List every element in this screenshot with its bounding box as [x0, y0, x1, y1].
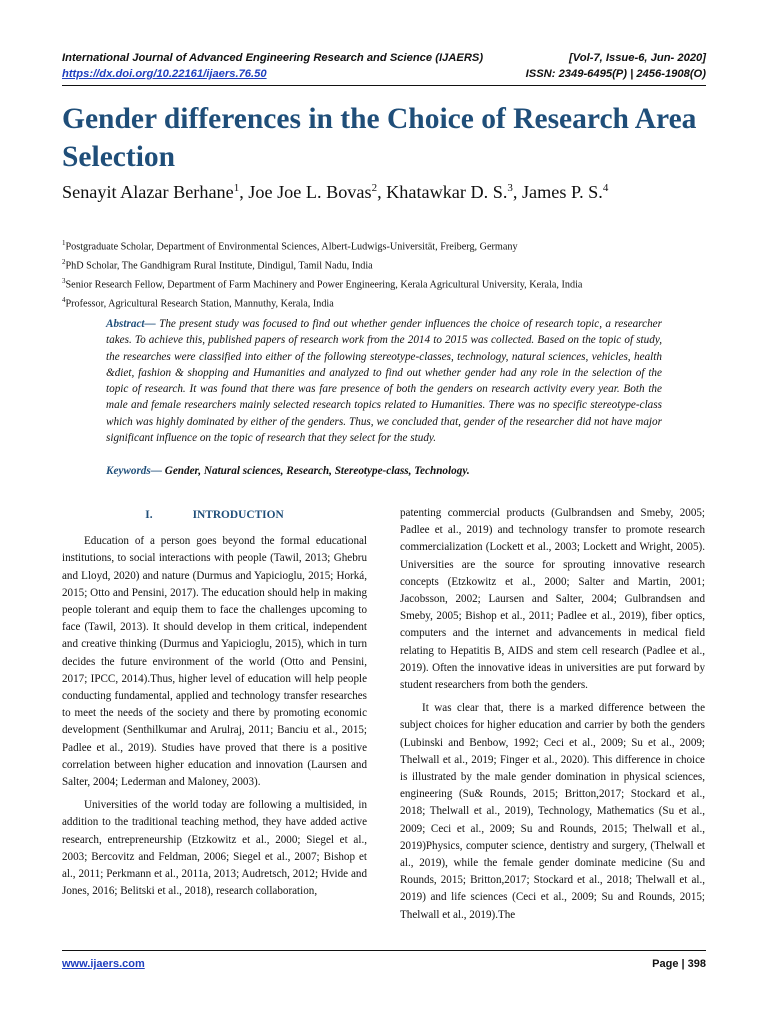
header-divider — [62, 85, 706, 86]
author-affiliation-mark: 2 — [371, 182, 378, 194]
author-name: Joe Joe L. Bovas — [248, 182, 372, 203]
affiliation-line: $^3$Senior Research Fellow, Department of Farm Machinery and Power Engineering, Kerala Agricultural University, Kerala, India — [62, 276, 583, 291]
keywords — [106, 465, 662, 477]
author-name: James P. S. — [521, 182, 603, 203]
left-column — [62, 505, 367, 906]
abstract-text: The present study was focused to find out whether gender influences the choice of research topic, a researcher takes. To achieve this, published papers of research work from the 2014 to 2015 was collected. Based on the topic of study, the researches were classified into either of the following stereotype-classes, technology, natural sciences, vehicles, health &diet, fashion & shopping and Humanities and analyzed to find out whether gender had any role in the selection of the topic of research. It was found that there was fare presence of both the genders on research activity every year. Both the male and female researchers mainly selected research topics related to Humanities. There was no specific stereotype-class which was highly dominated by either of the genders. Thus, we concluded that, gender of the researcher did not have major significant influence on the topic of research that they select for the study. — [106, 318, 662, 444]
affiliation-line: $^4$Professor, Agricultural Research Station, Mannuthy, Kerala, India — [62, 295, 334, 310]
section-heading — [62, 507, 367, 524]
author-affiliation-mark: 1 — [233, 182, 240, 194]
journal-name: International Journal of Advanced Engineering Research and Science (IJAERS) — [62, 52, 484, 64]
paper-title: Gender differences in the Choice of Research Area Selection — [62, 103, 697, 173]
affiliation-line: $^2$PhD Scholar, The Gandhigram Rural Institute, Dindigul, Tamil Nadu, India — [62, 257, 373, 272]
author-affiliation-mark: 3 — [507, 182, 513, 194]
doi-link[interactable]: https://dx.doi.org/10.22161/ijaers.76.50 — [62, 68, 267, 80]
abstract — [106, 316, 662, 446]
volume-issue: [Vol-7, Issue-6, Jun- 2020] — [569, 52, 706, 64]
author-name: Senayit Alazar Berhane — [62, 182, 234, 203]
intro-paragraph-1: Education of a person goes beyond the formal educational institutions, to social interactions with people (Tawil, 2013; Ghebru and Lloyd, 2020) and nature (Durmus and Yapicioglu, 2015; Horká, 2015; Otto and Pensini, 2017). The education should help in making people tolerant and equip them to face the challenges upcoming to face (Tawil, 2013). It should develop in them critical, independent and creative thinking (Durmus and Yapicioglu, 2015), which in turn decides the future environment of the world (Otto and Pensini, 2017; IPCC, 2014).Thus, higher level of education will help people conducting fundamental, applied and technology transfer researches to meet the needs of the society and there by promoting economic development (Senthilkumar and Arulraj, 2011; Banciu et al., 2015; Padlee et al., 2019). Studies have proved that there is a positive correlation between higher education and innovation (Laursen and Salter, 2004; Lederman and Maloney, 2003). — [62, 535, 367, 789]
intro-paragraph-3: It was clear that, there is a marked difference between the subject choices for higher education and carrier by both the genders (Lubinski and Benbow, 1992; Ceci et al., 2009; Su et al., 2009; Thelwall et al., 2019; Finger et al., 2020). This difference in choice is illustrated by the male gender domination in physical sciences, engineering (Su& Rounds, 2015; Britton,2017; Stockard et al., 2018; Thelwall et al., 2019), Technology, Mathematics (Su et al., 2009; Ceci et al., 2009; Su and Rounds, 2015; Thelwall et al., 2019)Physics, computer science, dentistry and surgery, (Thelwall et al., 2019), while the female gender dominate medicine (Su and Rounds, 2015; Britton,2017; Stockard et al., 2018; Thelwall et al., 2019) and life sciences (Ceci et al., 2009; Su and Rounds, 2015; Thelwall et al., 2019).The — [400, 702, 705, 921]
issn: ISSN: 2349-6495(P) | 2456-1908(O) — [525, 68, 706, 80]
page-number: Page | 398 — [652, 958, 706, 970]
affiliations — [62, 236, 722, 312]
keywords-label: Keywords— — [106, 465, 162, 477]
affiliation-line: $^1$Postgraduate Scholar, Department of Environmental Sciences, Albert-Ludwigs-Universität, Freiberg, Germany — [62, 239, 518, 253]
author-name: Khatawkar D. S. — [386, 182, 508, 203]
footer-divider — [62, 950, 706, 951]
right-column — [400, 505, 705, 930]
intro-paragraph-2: Universities of the world today are following a multisided, in addition to the traditional teaching method, they have added active research, entrepreneurship (Etzkowitz et al., 2000; Siegel et al., 2003; Bercovitz and Feldman, 2006; Siegel et al., 2007; Bishop et al., 2011; Perkmann et al., 2011a, 2013; Audretsch, 2012; Hvide and Jones, 2016; Belitski et al., 2018), research collaboration, — [62, 799, 367, 898]
author-affiliation-mark: 4 — [602, 182, 609, 194]
website-link[interactable]: www.ijaers.com — [62, 958, 145, 970]
section-number: I. — [145, 509, 153, 521]
author-list: Senayit Alazar Berhane$^1$, Joe Joe L. Bovas$^2$, Khatawkar D. S.$^3$, James P. S.$^4$ — [62, 182, 609, 203]
keywords-text: Gender, Natural sciences, Research, Stereotype-class, Technology. — [161, 465, 470, 477]
section-title: INTRODUCTION — [192, 509, 284, 521]
intro-paragraph-2-cont: patenting commercial products (Gulbrandsen and Smeby, 2005; Padlee et al., 2019) and technology transfer to promote research commercialization (Lockett et al., 2003; Lockett and Wright, 2005). Universities are the source for sprouting innovative research concepts (Etzkowitz et al., 2000; Salter and Martin, 2001; Jacobsson, 2002; Laursen and Salter, 2004; Gulbrandsen and Smeby, 2005; Bishop et al., 2011; Padlee et al., 2019), fiber optics, computers and the internet and advancements in medical field relating to Hepatitis B, AIDS and stem cell research (Padlee et al., 2019). Often the innovative ideas in universities are put forward by student researchers from both the genders. — [400, 507, 705, 692]
abstract-label: Abstract— — [106, 318, 156, 330]
